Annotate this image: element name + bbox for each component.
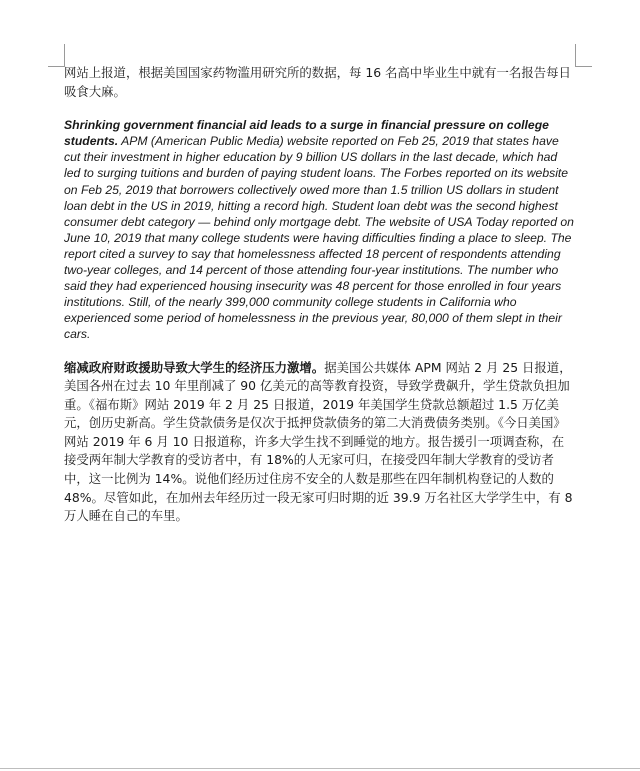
page-bottom-edge: [0, 768, 640, 769]
paragraph-en-student-loans: [64, 117, 575, 342]
paragraph-en-body: APM (American Public Media) website reported on Feb 25, 2019 that states have cut their investment in higher education by 9 billion US dollars in the last decade, which had led to surging tuitions and burden of paying student loans. The Forbes reported on its website on Feb 25, 2019 that borrowers collectively owed more than 1.5 trillion US dollars in student loan debt in the US in 2019, hitting a record high. Student loan debt was the second highest consumer debt category — behind only mortgage debt. The website of USA Today reported on June 10, 2019 that many college students were having difficulties finding a place to sleep. The report cited a survey to say that homelessness affected 18 percent of respondents attending two-year colleges, and 14 percent of those attending four-year institutions. The number who said they had experienced housing insecurity was 48 percent for those enrolled in four years institutions. Still, of the nearly 399,000 community college students in California who experienced some period of homelessness in the previous year, 80,000 of them slept in their cars.: [64, 134, 574, 342]
paragraph-en-lead: Shrinking government financial aid leads to a surge in financial pressure on college students.: [64, 118, 549, 149]
paragraph-cn-lead: 缩减政府财政援助导致大学生的经济压力激增。: [64, 359, 325, 375]
crop-mark-top-left: [48, 44, 65, 67]
paragraph-cn-continued: 网站上报道，根据美国国家药物滥用研究所的数据，每 16 名高中毕业生中就有一名报告每日吸食大麻。: [64, 65, 571, 99]
crop-mark-top-right: [575, 44, 592, 67]
paragraph-cn-body: 据美国公共媒体 APM 网站 2 月 25 日报道，美国各州在过去 10 年里削减了 90 亿美元的高等教育投资，导致学费飙升，学生贷款负担加重。《福布斯》网站 2019 年 2 月 25 日报道，2019 年美国学生贷款总额超过 1.5 万亿美元，创历史新高。学生贷款债务是仅次于抵押贷款债务的第二大消费债务类别。《今日美国》网站 2019 年 6 月 10 日报道称，许多大学生找不到睡觉的地方。报告援引一项调查称，在接受两年制大学教育的受访者中，有 18%的人无家可归，在接受四年制大学教育的受访者中，这一比例为 14%。说他们经历过住房不安全的人数是那些在四年制机构登记的人数的 48%。尽管如此，在加州去年经历过一段无家可归时期的近 39.9 万名社区大学学生中，有 8 万人睡在自己的车里。: [64, 359, 573, 524]
paragraph-cn-student-loans: [64, 359, 575, 526]
document-body[interactable]: [64, 64, 575, 526]
